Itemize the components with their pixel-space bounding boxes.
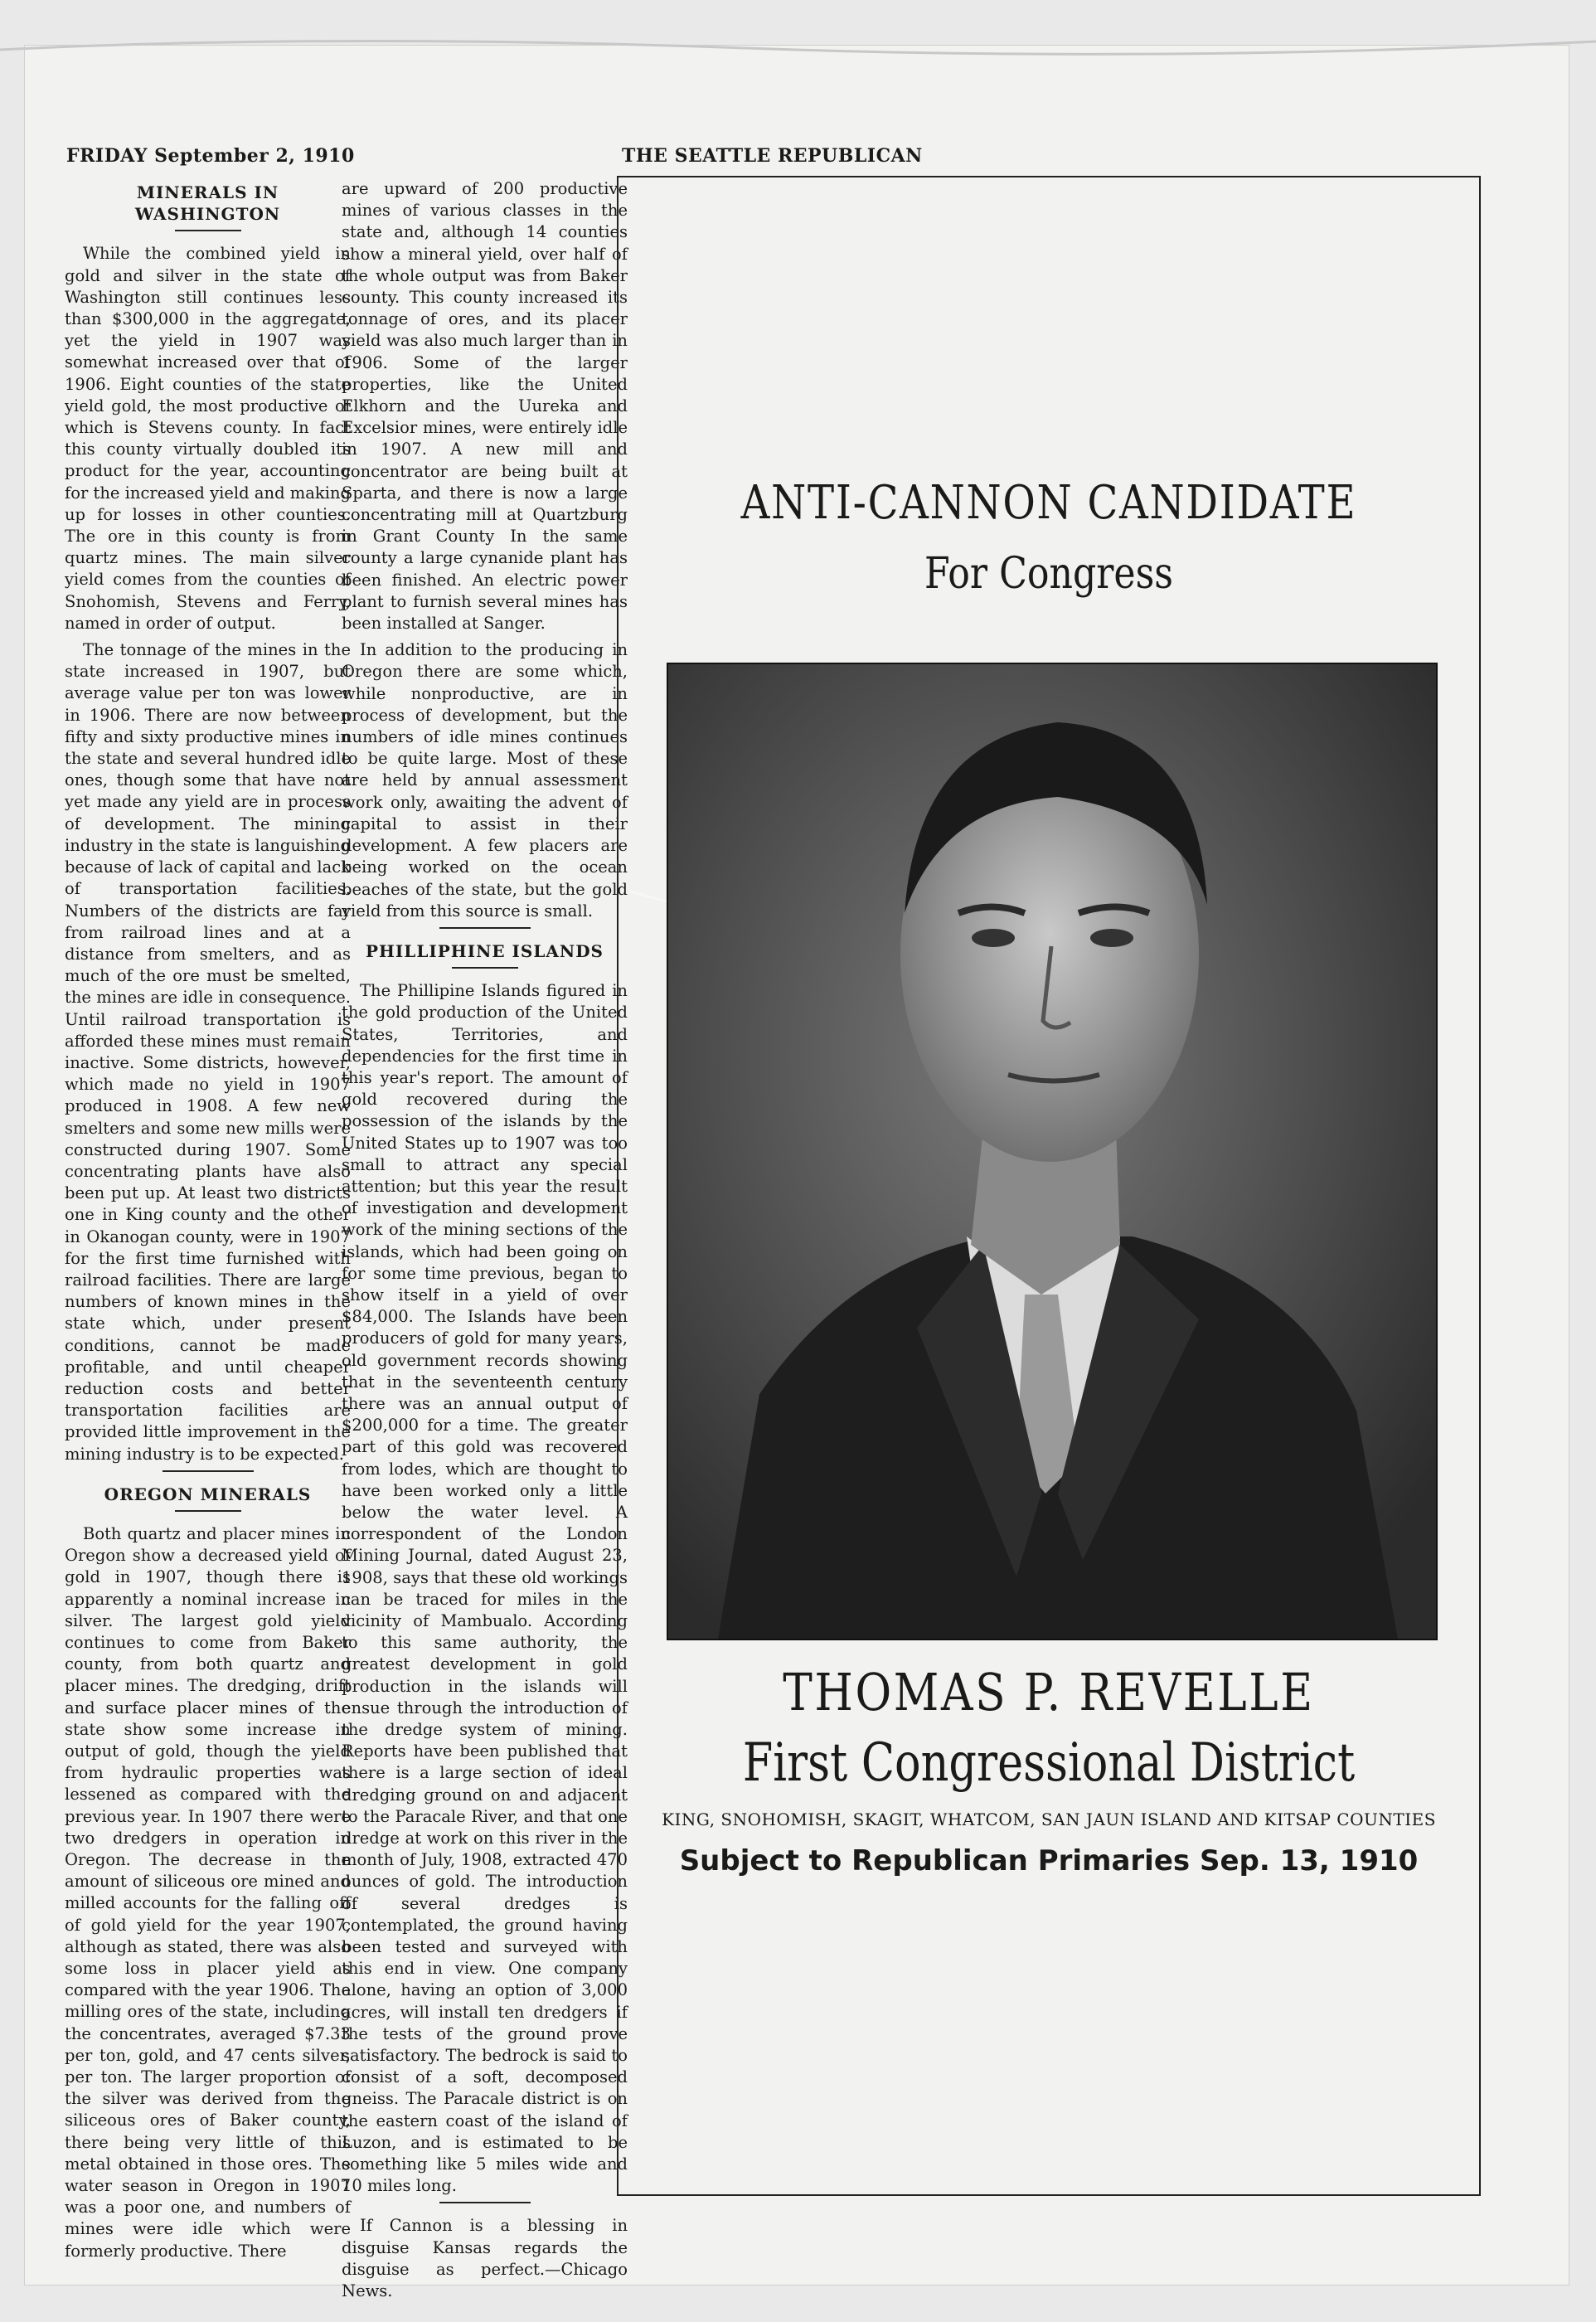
heading-minerals-washington: MINERALS IN WASHINGTON [134,182,281,225]
issue-date: FRIDAY September 2, 1910 [66,145,355,167]
divider [439,2202,531,2203]
counties-list: KING, SNOHOMISH, SKAGIT, WHATCOM, SAN JAUN ISLAND AND KITSAP COUNTIES [662,1810,1436,1829]
ad-subheadline: For Congress [924,549,1173,599]
paragraph: If Cannon is a blessing in disguise Kansas regards the disguise as perfect.—Chicago News. [342,2216,628,2301]
paragraph: While the combined yield in gold and silver in the state of Washington still continues less than $300,000 in the aggregate, yet the yield in 1907 was somewhat increased over that of 1906. Eight counties of the state yield gold, the most productive of which is Stevens county. In fact this county virtually doubled its product for the year, accounting for the increased yield and making up for losses in other counties. The ore in this county is from quartz mines. The main silver yield comes from the counties of Snohomish, Stevens and Ferry, named in order of output. [65,244,351,633]
paragraph: In addition to the producing in Oregon there are some which, while nonproductive, are in process of development, but the numbers of idle mines continues to be quite large. Most of these are held by annual assessment work only, awaiting the advent of capital to assist in their development. A few placers are being worked on the ocean beaches of the state, but the gold yield from this source is small. [342,640,628,921]
district-name: First Congressional District [742,1732,1356,1794]
divider [175,230,241,231]
candidate-name: THOMAS P. REVELLE [783,1662,1315,1722]
divider [439,927,531,929]
column-2 [342,178,628,2307]
heading-oregon-minerals: OREGON MINERALS [104,1484,312,1504]
paragraph: are upward of 200 productive mines of various classes in the state and, although 14 counties show a mineral yield, over half of the whole output was from Baker county. This county increased its tonnage of ores, and its placer yield was also much larger than in 1906. Some of the larger properties, like the United Elkhorn and the Uureka and Excelsior mines, were entirely idle in 1907. A new mill and concentrator are being built at Sparta, and there is now a large concentrating mill at Quartzburg in Grant County In the same county a large cynanide plant has been finished. An electric power plant to furnish several mines has been installed at Sanger. [342,179,628,634]
column-1 [65,178,351,2267]
paper-name: THE SEATTLE REPUBLICAN [622,145,923,167]
primaries-notice: Subject to Republican Primaries Sep. 13, 1910 [679,1844,1419,1878]
heading-philippine-islands: PHILLIPHINE ISLANDS [366,940,604,961]
ad-headline: ANTI-CANNON CANDIDATE [740,476,1357,530]
divider [452,967,518,969]
paragraph: The tonnage of the mines in the state increased in 1907, but average value per ton was lower in 1906. There are now between fifty and sixty productive mines in the state and several hundred idle ones, though some that have not yet made any yield are in process of development. The mining industry in the state is languishing because of lack of capital and lack of transportation facilities. Numbers of the districts are far from railroad lines and at a distance from smelters, and as much of the ore must be smelted, the mines are idle in consequence. Until railroad transportation is afforded these mines must remain inactive. Some districts, however, which made no yield in 1907 produced in 1908. A few new smelters and some new mills were constructed during 1907. Some concentrating plants have also been put up. At least two districts one in King county and the other in Okanogan county, were in 1907 for the first time furnished with railroad facilities. There are large numbers of known mines in the state which, under present conditions, cannot be made profitable, and until cheaper reduction costs and better transportation facilities are provided little improvement in the mining industry is to be expected. [65,640,351,1464]
divider [163,1470,254,1472]
campaign-advertisement [617,176,1481,2196]
paragraph: The Phillipine Islands figured in the gold production of the United States, Territories, and dependencies for the first time in this year's report. The amount of gold recovered during the possession of the islands by the United States up to 1907 was too small to attract any special attention; but this year the result of investigation and development work of the mining sections of the islands, which had been going on for some time previous, began to show itself in a yield of over $84,000. The Islands have been producers of gold for many years, old government records showing that in the seventeenth century there was an annual output of $200,000 for a time. The greater part of this gold was recovered from lodes, which are thought to have been worked only a little below the water level. A correspondent of the London Mining Journal, dated August 23, 1908, says that these old workings can be traced for miles in the vicinity of Mambualo. According to this same authority, the greatest development in gold production in the islands will ensue through the introduction of the dredge system of mining. Reports have been published that there is a large section of ideal dredging ground on and adjacent to the Paracale River, and that one dredge at work on this river in the month of July, 1908, extracted 470 ounces of gold. The introduction of several dredges is contemplated, the ground having been tested and surveyed with this end in view. One company alone, having an option of 3,000 acres, will install ten dredgers if the tests of the ground prove satisfactory. The bedrock is said to consist of a soft, decomposed gneiss. The Paracale district is on the eastern coast of the island of Luzon, and is estimated to be something like 5 miles wide and 10 miles long. [342,981,628,2196]
paragraph: Both quartz and placer mines in Oregon show a decreased yield of gold in 1907, though there is apparently a nominal increase in silver. The largest gold yield continues to come from Baker county, from both quartz and placer mines. The dredging, drift and surface placer mines of the state show some increase in output of gold, though the yield from hydraulic properties was lessened as compared with the previous year. In 1907 there were two dredgers in operation in Oregon. The decrease in the amount of siliceous ore mined and milled accounts for the falling off of gold yield for the year 1907, although as stated, there was also some loss in placer yield as compared with the year 1906. The milling ores of the state, including the concentrates, averaged $7.33 per ton, gold, and 47 cents silver, per ton. The larger proportion of the silver was derived from the siliceous ores of Baker county, there being very little of this metal obtained in those ores. The water season in Oregon in 1907 was a poor one, and numbers of mines were idle which were formerly productive. There [65,1523,351,2261]
candidate-portrait [667,663,1438,1640]
divider [175,1510,241,1512]
